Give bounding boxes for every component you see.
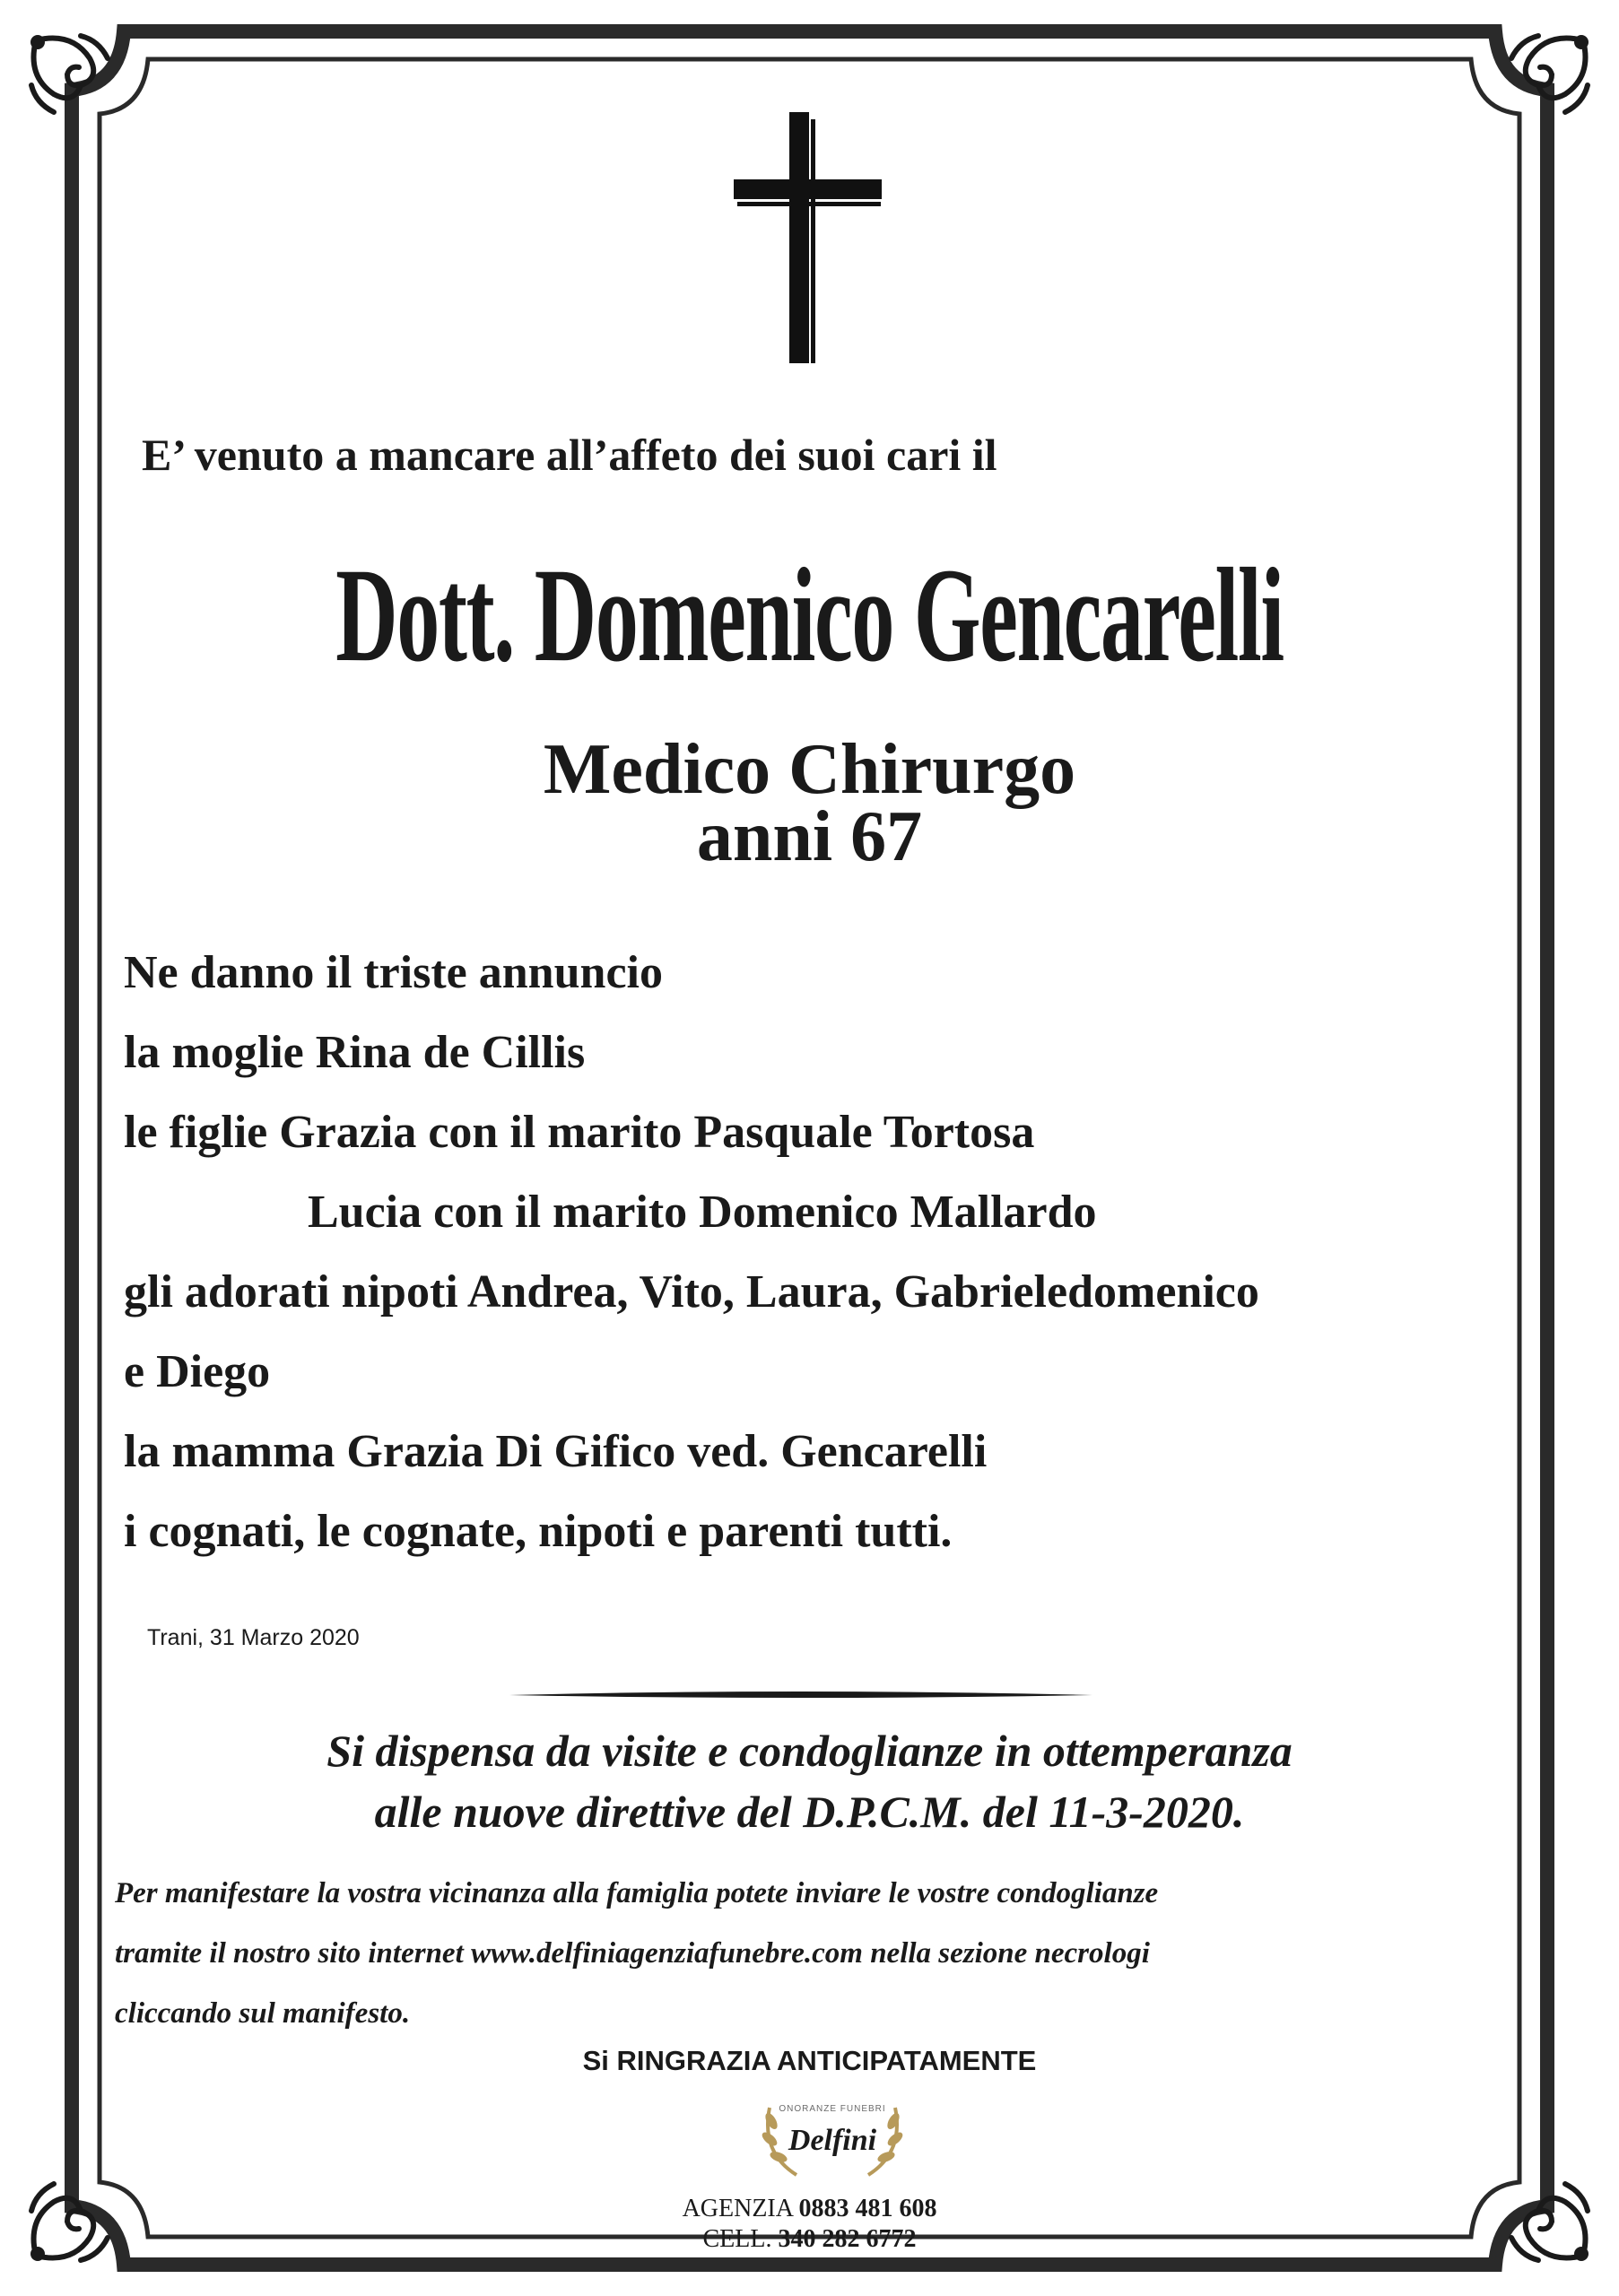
info-line: cliccando sul manifesto.	[115, 1997, 411, 2030]
agency-phone-line	[0, 2194, 1619, 2224]
family-line: gli adorati nipoti Andrea, Vito, Laura, Gabrieledomenico	[124, 1266, 1259, 1318]
family-line: e Diego	[124, 1346, 271, 1397]
flourish-icon	[18, 22, 135, 139]
deceased-title: Medico Chirurgo	[543, 730, 1076, 809]
logo-brand: Delfini	[788, 2124, 877, 2157]
family-list	[124, 933, 1259, 1571]
divider	[509, 1688, 1092, 1702]
cell-number: 340 282 6772	[778, 2225, 917, 2253]
cell-label: CELL.	[702, 2225, 772, 2253]
flourish-icon	[1484, 22, 1601, 139]
info-line: Per manifestare la vostra vicinanza alla famiglia potete inviare le vostre condoglianze	[115, 1877, 1159, 1909]
agency-contacts	[0, 2194, 1619, 2255]
cell-phone-line	[0, 2224, 1619, 2255]
family-line: i cognati, le cognate, nipoti e parenti tutti.	[124, 1506, 953, 1557]
thanks-text: Si RINGRAZIA ANTICIPATAMENTE	[582, 2045, 1037, 2076]
info-line: tramite il nostro sito internet www.delfiniagenziafunebre.com nella sezione necrologi	[115, 1937, 1150, 1970]
date-place: Trani, 31 Marzo 2020	[147, 1625, 360, 1650]
intro-text: E’ venuto a mancare all’affeto dei suoi cari il	[142, 430, 997, 480]
notice-line: alle nuove direttive del D.P.C.M. del 11-3-2020.	[374, 1787, 1245, 1837]
cross-icon	[734, 112, 886, 368]
agency-number: 0883 481 608	[798, 2195, 937, 2222]
covid-notice	[0, 1720, 1619, 1842]
deceased-name: Dott. Domenico Gencarelli	[335, 541, 1284, 690]
family-line: la moglie Rina de Cillis	[124, 1027, 586, 1078]
family-line: Lucia con il marito Domenico Mallardo	[308, 1187, 1097, 1238]
notice-line: Si dispensa da visite e condoglianze in ottemperanza	[326, 1726, 1293, 1776]
family-line: la mamma Grazia Di Gifico ved. Gencarelli	[124, 1426, 988, 1477]
logo-top-text: ONORANZE FUNEBRI	[779, 2104, 886, 2114]
family-line: Ne danno il triste annuncio	[124, 947, 663, 998]
condolence-info	[115, 1864, 1158, 2044]
family-line: le figlie Grazia con il marito Pasquale Tortosa	[124, 1107, 1035, 1158]
agency-label: AGENZIA	[682, 2195, 793, 2222]
agency-logo	[743, 2090, 922, 2188]
deceased-age: anni 67	[696, 797, 923, 876]
